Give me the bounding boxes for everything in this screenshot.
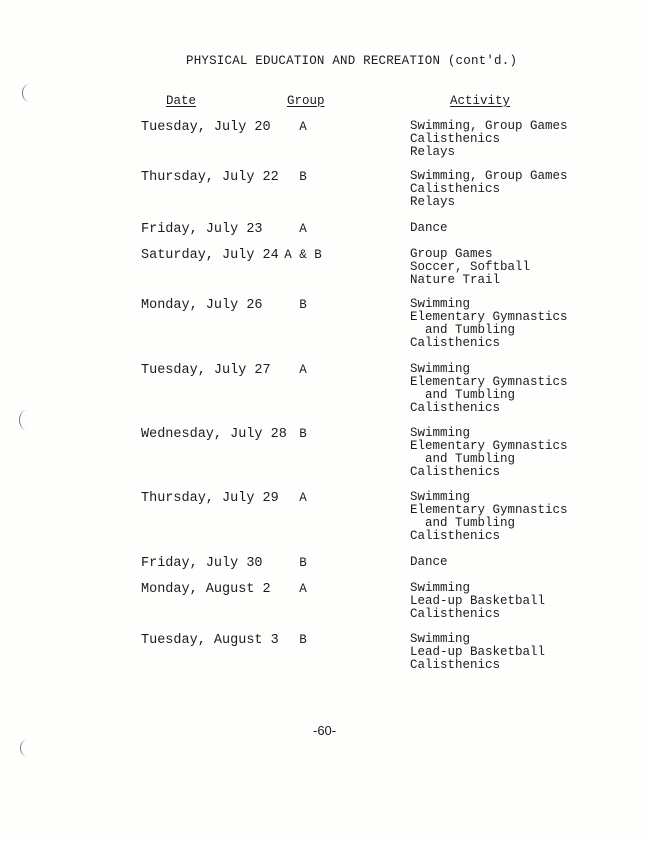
group-cell: B xyxy=(299,556,307,570)
activity-line: Soccer, Softball xyxy=(410,260,531,274)
activity-line: Swimming, Group Games xyxy=(410,119,568,133)
activity-line: Relays xyxy=(410,145,456,159)
binder-hole-mark-top xyxy=(22,84,37,102)
activity-line: Calisthenics xyxy=(410,401,501,415)
activity-cell xyxy=(410,582,545,621)
date-cell: Saturday, July 24 xyxy=(141,248,279,263)
activity-line: Elementary Gymnastics xyxy=(410,503,568,517)
group-column-header: Group xyxy=(287,94,325,108)
page-title: PHYSICAL EDUCATION AND RECREATION (cont'd.) xyxy=(186,54,518,68)
group-cell: B xyxy=(299,633,307,647)
group-cell: B xyxy=(299,427,307,441)
activity-line: Calisthenics xyxy=(410,658,501,672)
date-cell: Thursday, July 22 xyxy=(141,170,279,185)
binder-hole-mark-bottom xyxy=(20,740,33,756)
group-cell: B xyxy=(299,170,307,184)
activity-line: Calisthenics xyxy=(410,607,501,621)
activity-line: and Tumbling xyxy=(410,452,516,466)
activity-line: Swimming xyxy=(410,426,471,440)
activity-cell xyxy=(410,427,568,479)
date-cell: Tuesday, July 20 xyxy=(141,120,271,135)
activity-cell xyxy=(410,298,568,350)
activity-line: and Tumbling xyxy=(410,388,516,402)
page-number: -60- xyxy=(313,723,337,738)
date-cell: Tuesday, July 27 xyxy=(141,363,271,378)
activity-line: Calisthenics xyxy=(410,132,501,146)
activity-line: Swimming xyxy=(410,490,471,504)
activity-line: Dance xyxy=(410,221,448,235)
activity-cell xyxy=(410,633,545,672)
activity-line: Dance xyxy=(410,555,448,569)
activity-line: and Tumbling xyxy=(410,323,516,337)
activity-column-header: Activity xyxy=(450,94,511,108)
activity-cell xyxy=(410,363,568,415)
activity-cell xyxy=(410,491,568,543)
date-column-header: Date xyxy=(166,94,197,108)
binder-hole-mark-middle xyxy=(19,410,34,430)
group-cell: A xyxy=(299,582,307,596)
activity-line: Elementary Gymnastics xyxy=(410,310,568,324)
activity-line: Calisthenics xyxy=(410,336,501,350)
activity-line: Lead-up Basketball xyxy=(410,594,546,608)
activity-cell xyxy=(410,556,448,569)
activity-line: Elementary Gymnastics xyxy=(410,439,568,453)
activity-line: Swimming xyxy=(410,362,471,376)
activity-cell xyxy=(410,222,448,235)
group-cell: B xyxy=(299,298,307,312)
date-cell: Monday, July 26 xyxy=(141,298,263,313)
activity-line: Calisthenics xyxy=(410,529,501,543)
group-cell: A & B xyxy=(284,248,322,262)
activity-line: Relays xyxy=(410,195,456,209)
group-cell: A xyxy=(299,363,307,377)
activity-line: and Tumbling xyxy=(410,516,516,530)
date-cell: Wednesday, July 28 xyxy=(141,427,287,442)
date-cell: Thursday, July 29 xyxy=(141,491,279,506)
activity-cell xyxy=(410,170,568,209)
activity-line: Calisthenics xyxy=(410,182,501,196)
activity-line: Lead-up Basketball xyxy=(410,645,546,659)
group-cell: A xyxy=(299,120,307,134)
date-cell: Tuesday, August 3 xyxy=(141,633,279,648)
activity-line: Group Games xyxy=(410,247,493,261)
activity-line: Calisthenics xyxy=(410,465,501,479)
activity-line: Swimming xyxy=(410,632,471,646)
date-cell: Friday, July 30 xyxy=(141,556,263,571)
group-cell: A xyxy=(299,491,307,505)
activity-cell xyxy=(410,120,568,159)
date-cell: Friday, July 23 xyxy=(141,222,263,237)
activity-line: Elementary Gymnastics xyxy=(410,375,568,389)
activity-cell xyxy=(410,248,530,287)
activity-line: Nature Trail xyxy=(410,273,501,287)
activity-line: Swimming xyxy=(410,581,471,595)
date-cell: Monday, August 2 xyxy=(141,582,271,597)
group-cell: A xyxy=(299,222,307,236)
activity-line: Swimming xyxy=(410,297,471,311)
activity-line: Swimming, Group Games xyxy=(410,169,568,183)
